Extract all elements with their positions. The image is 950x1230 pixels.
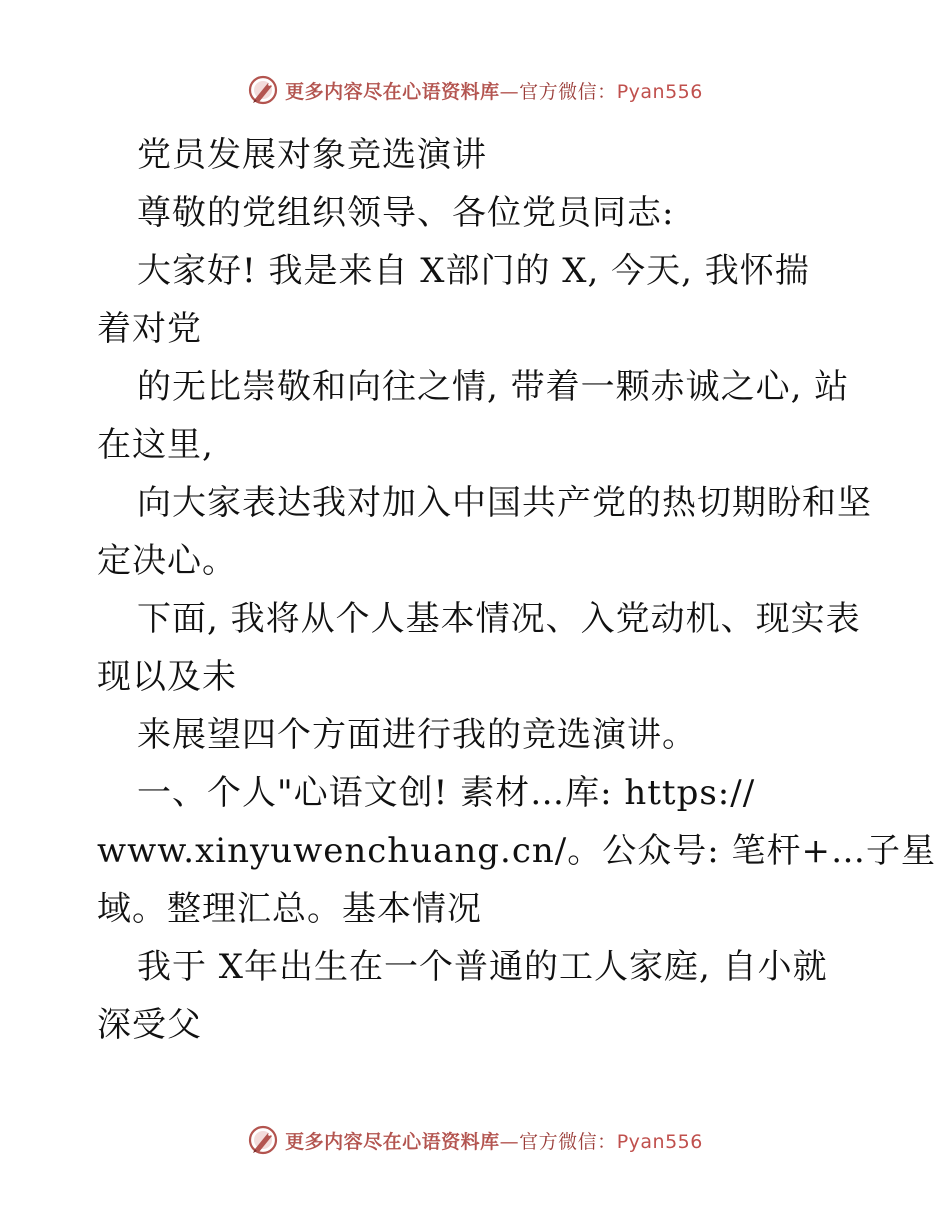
text-line: 党员发展对象竞选演讲 <box>137 135 487 175</box>
banner-content <box>247 1124 703 1156</box>
banner-content <box>247 74 703 106</box>
text-line: 大家好! 我是来自 X部门的 X, 今天, 我怀揣 <box>137 251 810 291</box>
text-line: 现以及未 <box>97 657 237 697</box>
text-line: 深受父 <box>97 1005 202 1045</box>
footer-banner <box>0 1120 950 1160</box>
text-line: 的无比崇敬和向往之情, 带着一颗赤诚之心, 站 <box>137 367 850 407</box>
text-line: 定决心。 <box>97 541 237 581</box>
pen-logo-icon <box>247 1124 279 1156</box>
header-banner <box>0 70 950 110</box>
text-line: 我于 X年出生在一个普通的工人家庭, 自小就 <box>137 947 828 987</box>
document-body <box>97 126 936 1054</box>
banner-wechat-label: 官方微信： <box>519 80 617 103</box>
text-line: 下面, 我将从个人基本情况、入党动机、现实表 <box>137 599 861 639</box>
banner-brand: 更多内容尽在心语资料库 <box>285 1130 500 1153</box>
banner-dash: — <box>499 80 520 103</box>
text-line: 向大家表达我对加入中国共产党的热切期盼和坚 <box>137 483 872 523</box>
text-line: 尊敬的党组织领导、各位党员同志: <box>137 193 675 233</box>
pen-logo-icon <box>247 74 279 106</box>
banner-wechat-id: Pyan556 <box>616 80 703 103</box>
banner-dash: — <box>499 1130 520 1153</box>
banner-wechat-id: Pyan556 <box>616 1130 703 1153</box>
text-line: www.xinyuwenchuang.cn/。公众号: 笔杆+…子星 <box>97 831 936 871</box>
text-line: 一、个人"心语文创! 素材…库: https:// <box>137 773 756 813</box>
text-line: 来展望四个方面进行我的竞选演讲。 <box>137 715 697 755</box>
banner-text <box>285 1127 703 1154</box>
text-line: 在这里, <box>97 425 214 465</box>
banner-text <box>285 77 703 104</box>
text-line: 域。整理汇总。基本情况 <box>97 889 482 929</box>
banner-brand: 更多内容尽在心语资料库 <box>285 80 500 103</box>
text-line: 着对党 <box>97 309 202 349</box>
banner-wechat-label: 官方微信： <box>519 1130 617 1153</box>
